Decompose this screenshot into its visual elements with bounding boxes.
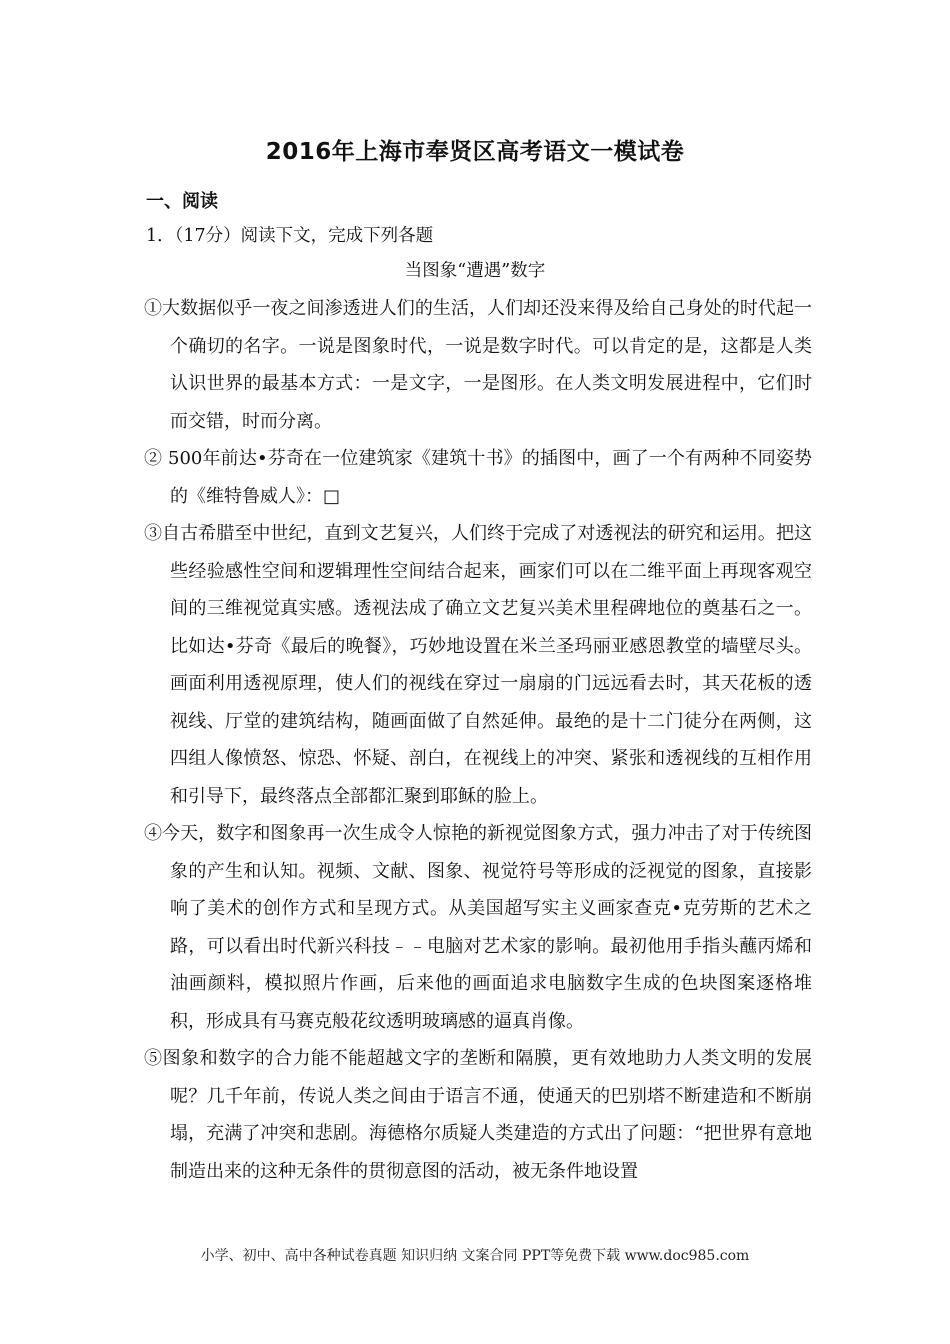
paragraph-5: ⑤图象和数字的合力能不能超越文字的垄断和隔膜，更有效地助力人类文明的发展呢？几千年前，传说人类之间由于语言不通，使通天的巴别塔不断建造和不断崩塌，充满了冲突和悲剧。海德格尔质疑人类建造的方式出了问题：“把世界有意地制造出来的这种无条件的贯彻意图的活动，被无条件地设置	[144, 1048, 812, 1182]
section-heading: 一、阅读	[146, 191, 218, 212]
paragraph-3: ③自古希腊至中世纪，直到文艺复兴，人们终于完成了对透视法的研究和运用。把这些经验感性空间和逻辑理性空间结合起来，画家们可以在二维平面上再现客观空间的三维视觉真实感。透视法成了确立文艺复兴美术里程碑地位的奠基石之一。比如达•芬奇《最后的晚餐》，巧妙地设置在米兰圣玛丽亚感恩教堂的墙壁尽头。画面利用透视原理，使人们的视线在穿过一扇扇的门远远看去时，其天花板的透视线、厅堂的建筑结构，随画面做了自然延伸。最绝的是十二门徒分在两侧，这四组人像愤怒、惊恐、怀疑、剖白，在视线上的冲突、紧张和透视线的互相作用和引导下，最终落点全部都汇聚到耶稣的脸上。	[144, 523, 812, 807]
page-footer: 小学、初中、高中各种试卷真题 知识归纳 文案合同 PPT等免费下载 www.doc985.com	[200, 1248, 750, 1264]
page-title: 2016年上海市奉贤区高考语文一模试卷	[265, 139, 685, 165]
article-title: 当图象“遭遇”数字	[404, 261, 546, 281]
paragraph-1: ①大数据似乎一夜之间渗透进人们的生活，人们却还没来得及给自己身处的时代起一个确切的名字。一说是图象时代，一说是数字时代。可以肯定的是，这都是人类认识世界的最基本方式：一是文字，一是图形。在人类文明发展进程中，它们时而交错，时而分离。	[144, 298, 812, 432]
paragraph-2: ② 500年前达•芬奇在一位建筑家《建筑十书》的插图中，画了一个有两种不同姿势的《维特鲁威人》：□	[144, 448, 812, 507]
question-intro: 1．（17分）阅读下文，完成下列各题	[146, 226, 434, 246]
paragraph-4: ④今天，数字和图象再一次生成令人惊艳的新视觉图象方式，强力冲击了对于传统图象的产生和认知。视频、文献、图象、视觉符号等形成的泛视觉的图象，直接影响了美术的创作方式和呈现方式。从美国超写实主义画家查克•克劳斯的艺术之路，可以看出时代新兴科技﹣﹣电脑对艺术家的影响。最初他用手指头蘸丙烯和油画颜料，模拟照片作画，后来他的画面追求电脑数字生成的色块图案逐格堆积，形成具有马赛克般花纹透明玻璃感的逼真肖像。	[144, 823, 812, 1032]
article-body	[144, 290, 812, 1190]
